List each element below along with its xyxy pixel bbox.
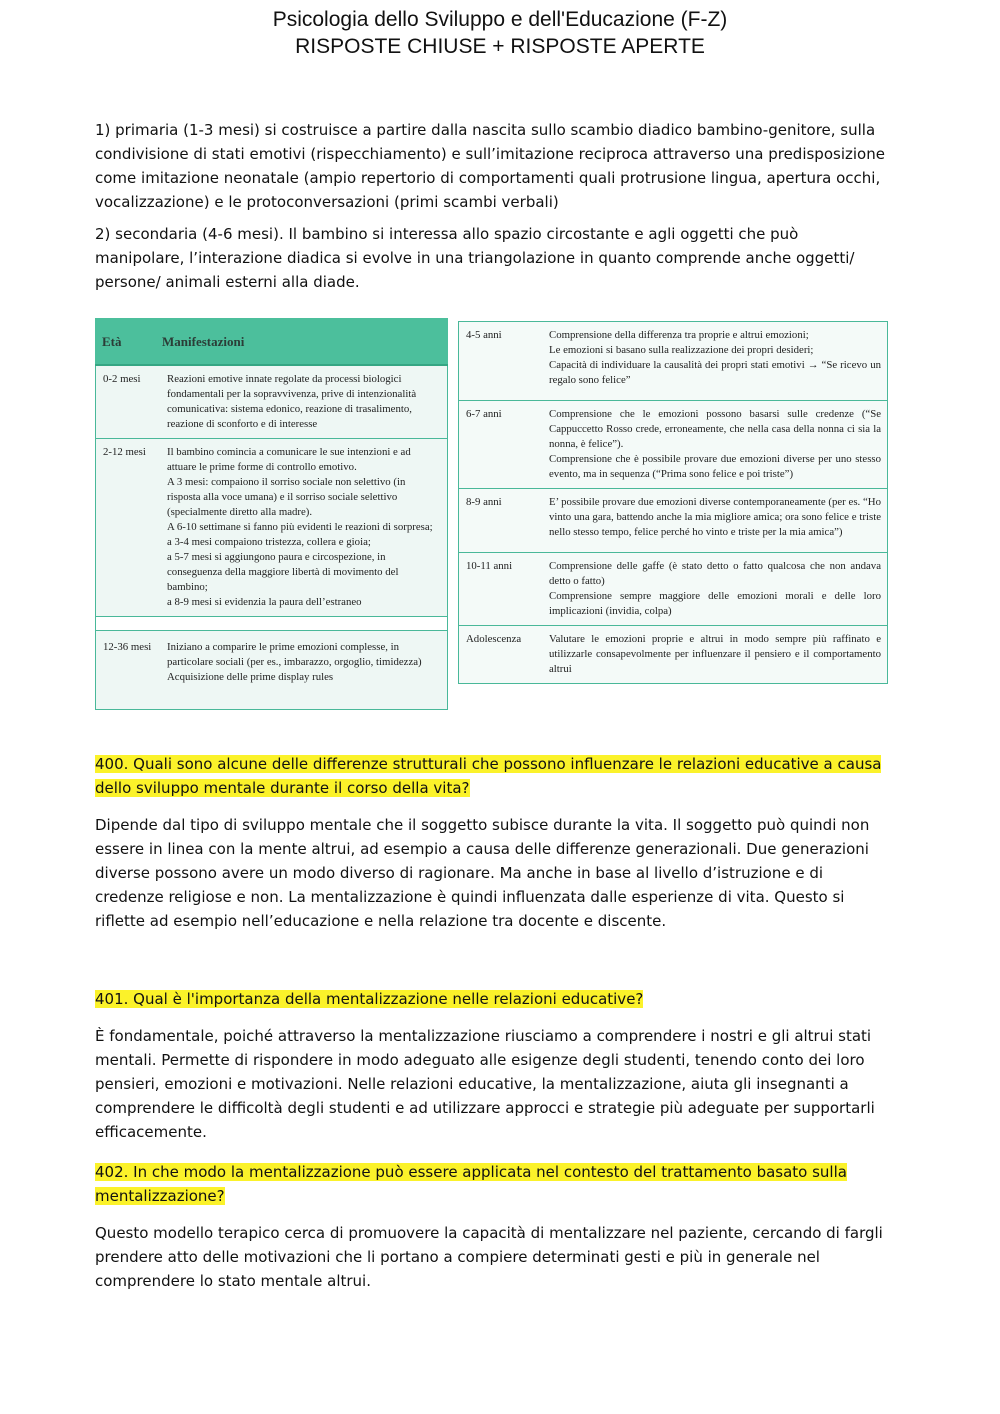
table-row (459, 322, 887, 401)
row-line: Il bambino comincia a comunicare le sue intenzioni e ad attuare le prime forme di controllo emotivo. (167, 446, 411, 473)
question-400 (95, 752, 890, 933)
row-line: Reazioni emotive innate regolate da processi biologici fondamentali per la sopravvivenza, prive di intenzionalità comunicativa: sistema edonico, reazione di trasalimento, reazione di sconforto e di interesse (167, 373, 417, 430)
question-text (95, 752, 890, 800)
answer-text: Questo modello terapico cerca di promuovere la capacità di mentalizzare nel paziente, cercando di fargli prendere atto delle motivazioni che li portano a compiere determinati gesti e più in generale nel comprendere lo stato mentale altrui. (95, 1224, 883, 1290)
row-description (545, 401, 887, 488)
row-description (163, 631, 447, 709)
question-highlight: 402. In che modo la mentalizzazione può essere applicata nel contesto del trattamento basato sulla mentalizzazione? (95, 1163, 847, 1205)
document-header (0, 6, 1000, 60)
table-body-tail (95, 630, 448, 710)
row-age: 12-36 mesi (103, 641, 152, 653)
question-highlight: 400. Quali sono alcune delle differenze strutturali che possono influenzare le relazioni educative a causa dello sviluppo mentale durante il corso della vita? (95, 755, 882, 797)
row-description (545, 553, 887, 625)
answer-text: Dipende dal tipo di sviluppo mentale che il soggetto subisce durante la vita. Il soggetto può quindi non essere in linea con la mente altrui, ad esempio a causa delle differenze generazionali. Due generazioni diverse possono avere un modo diverso di ragionare. Ma anche in base al livello d’istruzione e di credenze religiose e non. La mentalizzazione è quindi influenzata dalle esperienze di vita. Questo si riflette ad esempio nell’educazione e nella relazione tra docente e discente. (95, 816, 870, 930)
row-description (545, 489, 887, 552)
row-line: a 8-9 mesi si evidenzia la paura dell’estraneo (167, 596, 362, 608)
table-body (458, 321, 888, 684)
row-line: Comprensione che è possibile provare due emozioni diverse per uno stesso evento, ma in sequenza (“Prima sono felice e poi triste”) (549, 453, 881, 480)
table-row (96, 631, 447, 709)
row-age: 4-5 anni (466, 329, 502, 341)
table-spacer (95, 617, 448, 630)
row-line: A 3 mesi: compaiono il sorriso sociale non selettivo (in risposta alla voce umana) e il sorriso sociale selettivo (specialmente diretto alla madre). (167, 476, 406, 518)
row-line: E’ possibile provare due emozioni diverse contemporaneamente (per es. “Ho vinto una gara, battendo anche la mia migliore amica; ora sono felice e triste nello stesso tempo, felice perché ho vinto e triste per la mia amica”) (549, 496, 881, 538)
question-text (95, 987, 890, 1011)
table-row (459, 401, 887, 489)
row-line: Iniziano a comparire le prime emozioni complesse, in particolare sociali (per es., imbarazzo, orgoglio, timidezza) (167, 641, 422, 668)
row-description (163, 439, 447, 616)
emotions-table-right (458, 321, 888, 684)
document-subtitle: RISPOSTE CHIUSE + RISPOSTE APERTE (295, 35, 705, 58)
row-line: Capacità di individuare la causalità dei propri stati emotivi → “Se ricevo un regalo sono felice” (549, 359, 881, 386)
row-age: 6-7 anni (466, 408, 502, 420)
row-line: Valutare le emozioni proprie e altrui in modo sempre più raffinato e utilizzarle consapevolmente per influenzare il pensiero e il comportamento altrui (549, 633, 881, 675)
row-line: a 5-7 mesi si aggiungono paura e circospezione, in conseguenza della maggiore libertà di movimento del bambino; (167, 551, 399, 593)
answer-text: È fondamentale, poiché attraverso la mentalizzazione riusciamo a comprendere i nostri e gli altrui stati mentali. Permette di rispondere in modo adeguato alle esigenze degli studenti, tenendo conto dei loro pensieri, emozioni e motivazioni. Nelle relazioni educative, la mentalizzazione, aiuta gli insegnanti a comprendere le difficoltà degli studenti e ad utilizzare approcci e strategie più adeguate per supportarli efficacemente. (95, 1027, 875, 1141)
row-line: Comprensione della differenza tra proprie e altrui emozioni; (549, 329, 809, 341)
row-age: Adolescenza (466, 633, 522, 645)
header-age: Età (102, 333, 122, 349)
header-manifestations: Manifestazioni (162, 333, 245, 349)
intro-paragraph-primary: 1) primaria (1-3 mesi) si costruisce a partire dalla nascita sullo scambio diadico bambino-genitore, sulla condivisione di stati emotivi (rispecchiamento) e sull’imitazione reciproca attraverso una predisposizione come imitazione neonatale (ampio repertorio di comportamenti quali protrusione lingua, apertura occhi, vocalizzazione) e le protoconversazioni (primi scambi verbali) (95, 121, 885, 211)
question-401 (95, 987, 890, 1144)
row-line: Comprensione che le emozioni possono basarsi sulle credenze (“Se Cappuccetto Rosso crede, erroneamente, che nella casa della nonna ci sia la nonna, è felice”). (549, 408, 881, 450)
row-line: a 3-4 mesi compaiono tristezza, collera e gioia; (167, 536, 371, 548)
question-text (95, 1160, 890, 1208)
row-line: Comprensione delle gaffe (è stato detto o fatto qualcosa che non andava detto o fatto) (549, 560, 881, 587)
document-title: Psicologia dello Sviluppo e dell'Educazione (F-Z) (272, 8, 728, 31)
question-402 (95, 1160, 890, 1293)
table-body (95, 366, 448, 617)
row-description (545, 626, 887, 683)
row-age: 8-9 anni (466, 496, 502, 508)
row-description (545, 322, 887, 400)
row-line: A 6-10 settimane si fanno più evidenti le reazioni di sorpresa; (167, 521, 433, 533)
question-highlight: 401. Qual è l'importanza della mentalizzazione nelle relazioni educative? (95, 990, 644, 1008)
table-row (96, 366, 447, 439)
row-line: Le emozioni si basano sulla realizzazione dei propri desideri; (549, 344, 814, 356)
table-row (459, 489, 887, 553)
row-line: Acquisizione delle prime display rules (167, 671, 334, 683)
table-row (459, 553, 887, 626)
row-description (163, 366, 447, 438)
intro-section (95, 118, 890, 294)
row-age: 2-12 mesi (103, 446, 146, 458)
table-row (96, 439, 447, 616)
row-age: 10-11 anni (466, 560, 513, 572)
table-header (95, 318, 448, 366)
intro-paragraph-secondary: 2) secondaria (4-6 mesi). Il bambino si interessa allo spazio circostante e agli oggetti che può manipolare, l’interazione diadica si evolve in una triangolazione in quanto comprende anche oggetti/ persone/ animali esterni alla diade. (95, 225, 855, 291)
row-line: Comprensione sempre maggiore delle emozioni morali e delle loro implicazioni (invidia, colpa) (549, 590, 881, 617)
table-row (459, 626, 887, 683)
emotions-table-left (95, 318, 448, 710)
row-age: 0-2 mesi (103, 373, 141, 385)
